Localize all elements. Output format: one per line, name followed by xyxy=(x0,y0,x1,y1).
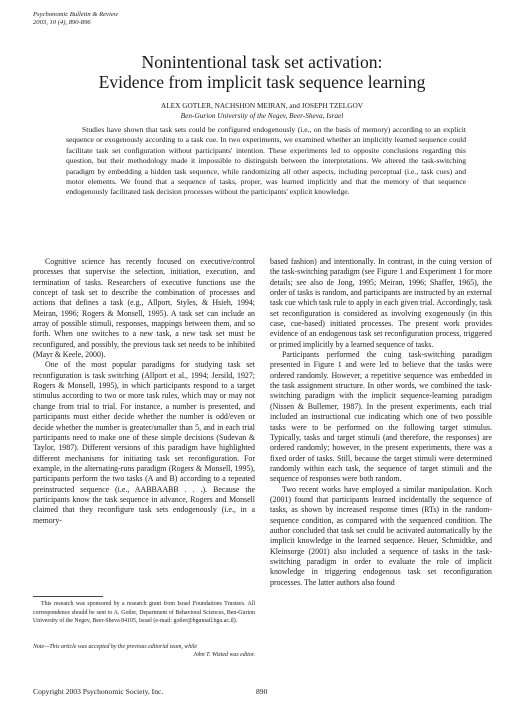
body-column-left xyxy=(33,257,255,526)
body-column-right xyxy=(270,257,492,588)
journal-issue: 2003, 10 (4), 890-896 xyxy=(33,19,91,26)
author-footnote xyxy=(33,600,255,626)
abstract xyxy=(66,125,466,198)
author-list: ALEX GOTLER, NACHSHON MEIRAN, and JOSEPH TZELGOV xyxy=(160,101,364,110)
editorial-note-signature: John T. Wixted was editor. xyxy=(193,652,255,658)
title-line-2: Evidence from implicit task sequence learning xyxy=(98,72,426,92)
article-title xyxy=(0,52,524,92)
editorial-note: Note—This article was accepted by the previous editorial team, while xyxy=(33,644,198,650)
copyright-line: Copyright 2003 Psychonomic Society, Inc. xyxy=(33,687,164,696)
page-number: 890 xyxy=(256,687,268,696)
abstract-text: Studies have shown that task sets could be configured endogenously (i.e., on the basis of memory) according to an explicit sequence or exogenously according to a task cue. In two experiments, we examined whether an implicitly learned sequence could facilitate task set configuration without participants' intention. These experiments led to opposite conclusions regarding this question, but their methodology made it impossible to distinguish between the interpretations. We altered the task-switching paradigm by embedding a hidden task sequence, while randomizing all other aspects, including perceptual (i.e., task cues) and motor elements. We found that a sequence of tasks, proper, was learned implicitly and that the memory of that sequence endogenously facilitated task decision processes without the participants' explicit knowledge. xyxy=(66,125,466,197)
journal-header xyxy=(33,11,118,27)
footnote-divider xyxy=(33,596,103,597)
title-line-1: Nonintentional task set activation: xyxy=(141,52,383,72)
footnote-text: This research was sponsored by a research grant from Israel Foundations Trustees. All correspondence should be sent to A. Gotler, Department of Behavioral Sciences, Ben-Gurion University of the Negev, Beer-Sheva 84105, Israel (e-mail: gotler@bgumail.bgu.ac.il). xyxy=(33,601,255,625)
journal-name: Psychonomic Bulletin & Review xyxy=(33,11,119,18)
body-paragraph: One of the most popular paradigms for studying task set reconfiguration is task switching (Allport et al., 1994; Jersild, 1927; Rogers & Monsell, 1995), in which participants respond to a target stimulus according to two or more task rules, which may or may not change from trial to trial. For instance, a number is presented, and participants must either decide whether the number is odd/even or decide whether the number is greater/smaller than 5, and in each trial participants need to make one of these simple decisions (Sudevan & Taylor, 1987). Different versions of this paradigm have highlighted different mechanisms for initiating task set reconfiguration. For example, in the alternating-runs paradigm (Rogers & Monsell, 1995), participants perform the two tasks (A and B) according to a repeated preinstructed sequence (i.e., AABBAABB . . .). Because the participants know the task sequence in advance, Rogers and Monsell claimed that they reconfigure task sets endogenously (i.e., in a memory- xyxy=(33,360,255,525)
body-paragraph: Participants performed the cuing task-switching paradigm presented in Figure 1 and were led to believe that the tasks were ordered randomly. However, a repetitive sequence was embedded in the task assignment structure. In other words, we combined the task-switching paradigm with the implicit sequence-learning paradigm (Nissen & Bullemer, 1987). In the present experiments, each trial included an instructional cue indicating which one of two possible tasks were to be performed on the following target stimulus. Typically, tasks and target stimuli (and therefore, the responses) are ordered randomly; however, in the present experiments, there was a fixed order of tasks. Still, because the target stimuli were determined randomly within each task, the sequence of target stimuli and the sequence of responses were both random. xyxy=(270,350,492,484)
body-paragraph: based fashion) and intentionally. In contrast, in the cuing version of the task-switching paradigm (see Figure 1 and Experiment 1 for more details; see also de Jong, 1995; Meiran, 1996; Shaffer, 1965), the order of tasks is random, and participants are instructed by an external task cue which task rule to apply in each given trial. Accordingly, task set reconfiguration is considered as involving exogenously (in this case, cue-based) initiated processes. The present work provides evidence of an endogenous task set reconfiguration process, triggered or primed implicitly by a learned sequence of tasks. xyxy=(270,257,492,349)
body-paragraph: Cognitive science has recently focused on executive/control processes that supervise the selection, initiation, execution, and termination of tasks. Researchers of executive functions use the concept of task set to describe the combination of processes and actions that defines a task (e.g., Allport, Styles, & Hsieh, 1994; Meiran, 1996; Rogers & Monsell, 1995). A task set can include an array of possible stimuli, responses, mappings between them, and so forth. When one switches to a new task, a new task set must be reconfigured, and possibly, the previous task set needs to be inhibited (Mayr & Keele, 2000). xyxy=(33,257,255,360)
author-affiliation: Ben-Gurion University of the Negev, Beer-Sheva, Israel xyxy=(180,111,344,120)
body-paragraph: Two recent works have employed a similar manipulation. Koch (2001) found that participants learned incidentally the sequence of tasks, as shown by increased response times (RTs) in the random-sequence condition, as compared with the sequenced condition. The author concluded that task set could be activated automatically by the implicit knowledge in the learned sequence. Heuer, Schmidtke, and Kleinsorge (2001) also included a sequence of tasks in the task-switching paradigm in order to evaluate the role of implicit knowledge in triggering endogenous task set reconfiguration processes. The latter authors also found xyxy=(270,484,492,587)
